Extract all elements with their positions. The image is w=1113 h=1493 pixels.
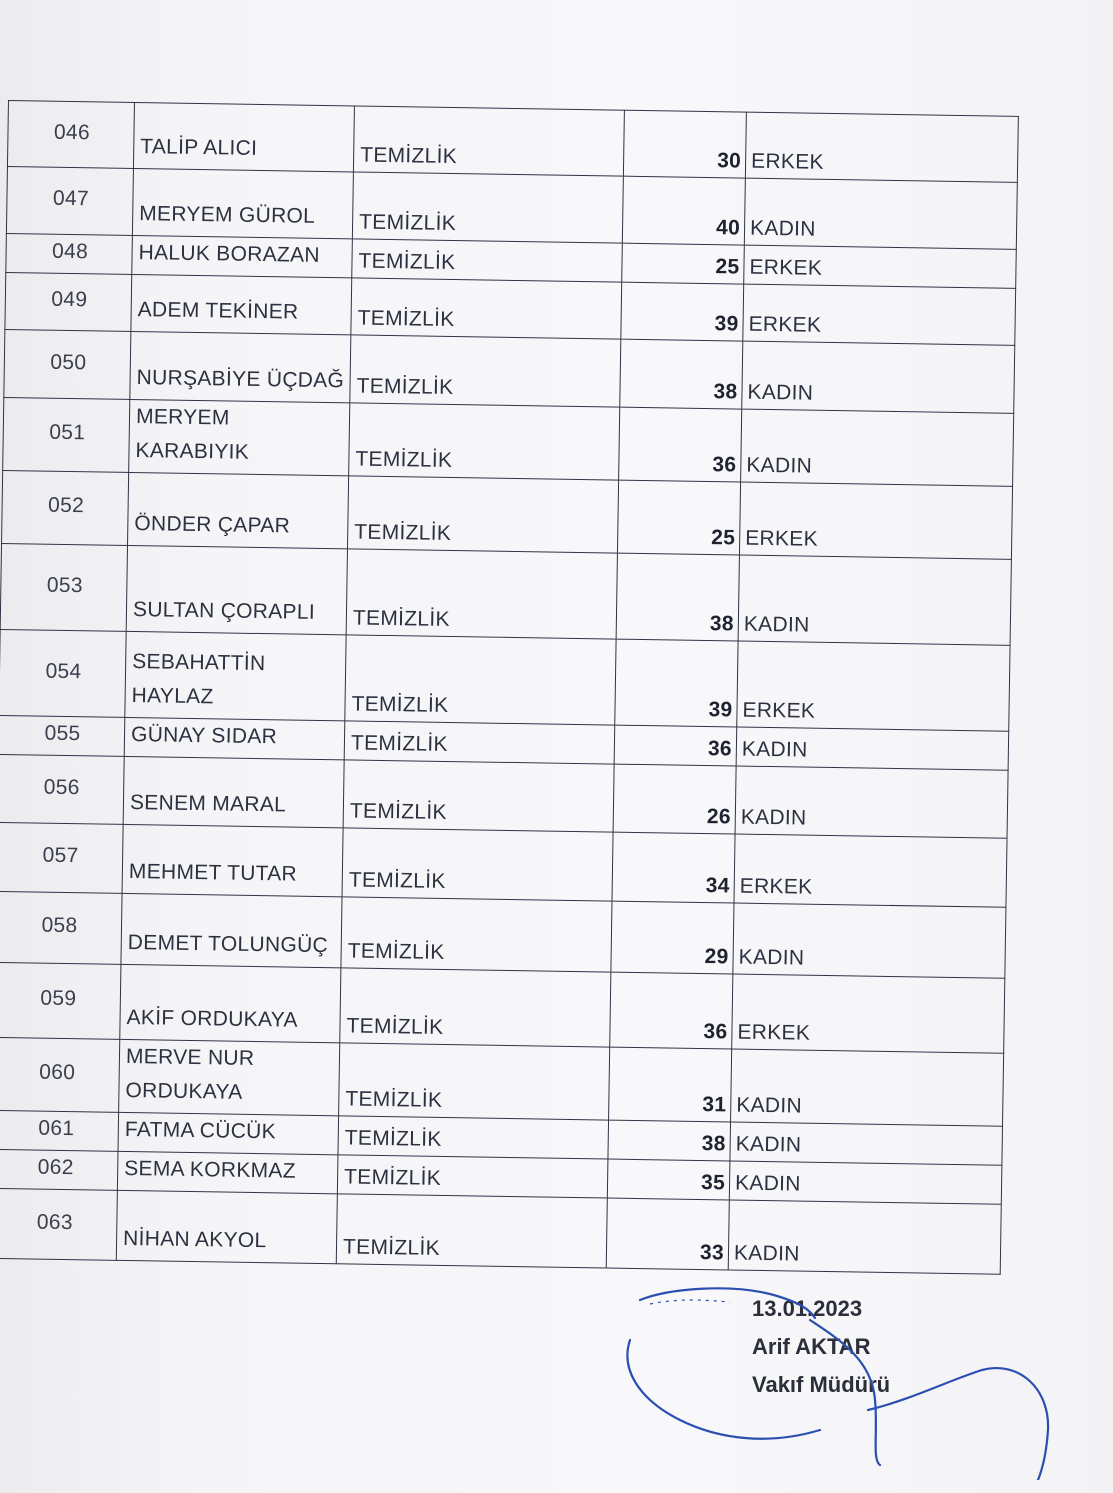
employee-name: MERYEM GÜROL [132, 168, 353, 238]
gender: KADIN [736, 727, 1009, 770]
department: TEMİZLİK [340, 968, 611, 1047]
row-number: 046 [7, 101, 134, 169]
age: 36 [614, 725, 737, 766]
gender: KADIN [735, 766, 1008, 838]
row-number: 057 [0, 822, 123, 893]
row-number: 047 [6, 166, 133, 235]
row-number: 048 [6, 233, 133, 274]
department: TEMİZLİK [353, 106, 624, 176]
row-number: 056 [0, 754, 124, 824]
department: TEMİZLİK [341, 897, 612, 972]
age: 34 [612, 832, 735, 903]
employee-name: DEMET TOLUNGÜÇ [121, 893, 342, 967]
row-number: 054 [0, 629, 126, 717]
employee-name: SULTAN ÇORAPLI [126, 545, 347, 634]
department: TEMİZLİK [350, 335, 621, 407]
gender: KADIN [742, 341, 1015, 413]
gender: ERKEK [739, 482, 1012, 559]
gender: KADIN [733, 903, 1006, 978]
age: 26 [613, 764, 736, 834]
department: TEMİZLİK [339, 1043, 610, 1120]
gender: KADIN [728, 1200, 1001, 1274]
department: TEMİZLİK [343, 760, 614, 832]
department: TEMİZLİK [338, 1116, 609, 1159]
employee-name: ADEM TEKİNER [131, 274, 352, 334]
department: TEMİZLİK [337, 1155, 608, 1198]
employee-name: ÖNDER ÇAPAR [128, 472, 349, 548]
department: TEMİZLİK [344, 721, 615, 764]
age: 36 [610, 972, 733, 1049]
department: TEMİZLİK [352, 239, 623, 282]
row-number: 055 [0, 715, 125, 756]
employee-name: AKİF ORDUKAYA [120, 964, 341, 1042]
age: 30 [623, 110, 746, 178]
gender: KADIN [730, 1122, 1003, 1165]
age: 25 [622, 243, 745, 284]
employee-name: MEHMET TUTAR [122, 824, 343, 896]
table-row [0, 1188, 1001, 1274]
row-number: 052 [2, 470, 129, 545]
employee-name: SENEM MARAL [123, 756, 344, 827]
age: 31 [609, 1047, 732, 1122]
department: TEMİZLİK [347, 476, 618, 553]
gender: ERKEK [732, 974, 1005, 1053]
employee-name: FATMA CÜCÜK [118, 1112, 339, 1154]
age: 39 [615, 639, 738, 727]
employee-name: NURŞABİYE ÜÇDAĞ [130, 331, 351, 402]
age: 29 [611, 901, 734, 974]
gender: KADIN [744, 178, 1017, 249]
age: 36 [619, 407, 742, 482]
gender: KADIN [741, 409, 1014, 486]
row-number: 061 [0, 1110, 119, 1151]
row-number: 058 [0, 891, 122, 964]
age: 39 [621, 282, 744, 341]
department: TEMİZLİK [336, 1194, 607, 1268]
department: TEMİZLİK [346, 549, 617, 639]
document-date: 13.01.2023 [752, 1296, 863, 1321]
staff-table [0, 100, 1019, 1275]
age: 35 [607, 1159, 730, 1200]
gender: KADIN [738, 555, 1011, 645]
gender: ERKEK [743, 284, 1016, 345]
employee-name: NİHAN AKYOL [116, 1190, 337, 1263]
row-number: 053 [0, 543, 127, 631]
department: TEMİZLİK [342, 828, 613, 901]
age: 25 [617, 480, 740, 555]
row-number: 059 [0, 962, 121, 1039]
row-number: 060 [0, 1037, 120, 1112]
age: 33 [606, 1198, 729, 1270]
gender: KADIN [731, 1049, 1004, 1126]
signature-block [752, 1290, 1002, 1404]
employee-name: TALİP ALICI [133, 102, 354, 171]
employee-name: SEBAHATTİN HAYLAZ [125, 631, 346, 720]
gender: ERKEK [745, 112, 1018, 182]
table-row [0, 543, 1011, 645]
employee-name: GÜNAY SIDAR [124, 717, 345, 759]
signatory-title: Vakıf Müdürü [752, 1372, 891, 1397]
employee-name: MERYEM KARABIYIK [129, 399, 350, 475]
employee-name: HALUK BORAZAN [132, 235, 353, 277]
gender: KADIN [729, 1161, 1002, 1204]
table-row [0, 629, 1010, 731]
department: TEMİZLİK [345, 635, 616, 725]
age: 40 [622, 176, 745, 245]
signatory-name: Arif AKTAR [752, 1334, 871, 1359]
row-number: 049 [5, 272, 132, 331]
row-number: 063 [0, 1188, 117, 1260]
department: TEMİZLİK [351, 278, 622, 339]
row-number: 050 [4, 329, 131, 399]
row-number: 062 [0, 1149, 118, 1190]
department: TEMİZLİK [352, 172, 623, 243]
gender: ERKEK [734, 834, 1007, 907]
employee-name: MERVE NUR ORDUKAYA [119, 1039, 340, 1115]
gender: ERKEK [737, 641, 1010, 731]
age: 38 [608, 1120, 731, 1161]
age: 38 [616, 553, 739, 641]
age: 38 [620, 339, 743, 409]
department: TEMİZLİK [349, 403, 620, 480]
employee-name: SEMA KORKMAZ [117, 1151, 338, 1193]
gender: ERKEK [744, 245, 1017, 288]
row-number: 051 [3, 397, 130, 472]
